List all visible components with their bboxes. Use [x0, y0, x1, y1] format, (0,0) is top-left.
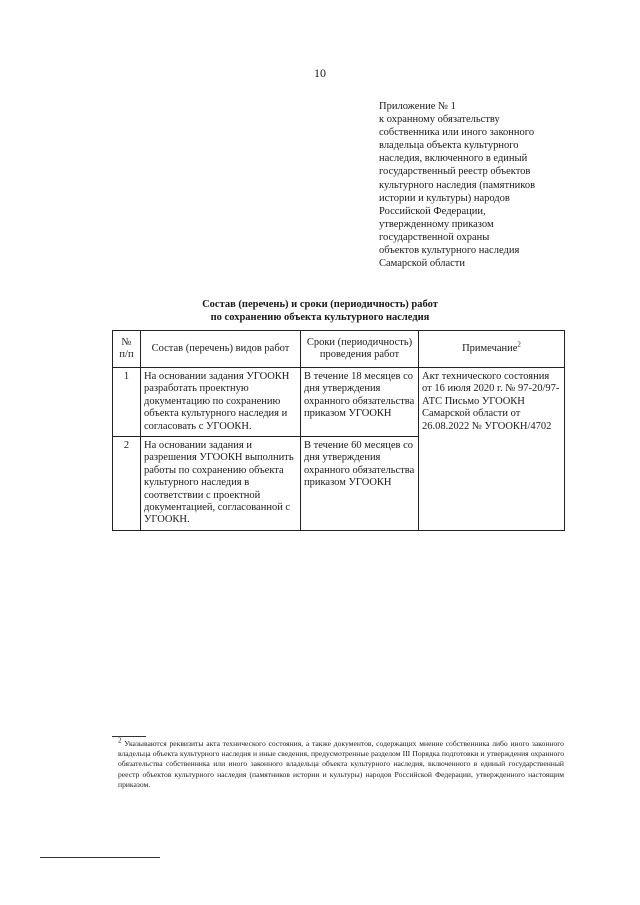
- appendix-line: Российской Федерации,: [379, 205, 486, 217]
- appendix-line: государственной охраны: [379, 231, 490, 243]
- appendix-header: [379, 100, 579, 270]
- appendix-line: объектов культурного наследия: [379, 245, 520, 257]
- appendix-line: Самарской области: [379, 258, 465, 270]
- header-note-footnote-mark: 2: [517, 340, 521, 349]
- works-table: [112, 330, 565, 531]
- appendix-line: Приложение № 1: [379, 101, 456, 112]
- appendix-line: к охранному обязательству: [379, 114, 500, 126]
- appendix-line: истории и культуры) народов: [379, 192, 510, 204]
- table-row: [113, 368, 565, 437]
- row-num: 1: [113, 368, 141, 437]
- header-work: Состав (перечень) видов работ: [141, 331, 301, 368]
- header-period: Сроки (периодичность) проведения работ: [301, 331, 419, 368]
- appendix-line: культурного наследия (памятников: [379, 179, 536, 191]
- footnote-text: Указываются реквизиты акта технического состояния, а также документов, содержащих мнение собственника либо иного законного владельца объекта культурного наследия и иные сведения, предусмотренные разделом III Порядка подготовки и утверждения охранного обязательства собственника или иного законного владельца объекта культурного наследия, включенного в единый государственный реестр объектов культурного наследия (памятников истории и культуры) народов Российской Федерации, утвержденного настоящим приказом.: [118, 739, 564, 789]
- row-period: В течение 18 месяцев со дня утверждения охранного обязательства приказом УГООКН: [301, 368, 419, 437]
- bottom-divider: [40, 857, 160, 858]
- appendix-line: государственный реестр объектов: [379, 166, 531, 178]
- row-work: На основании задания УГООКН разработать проектную документацию по сохранению объекта культурного наследия и согласовать с УГООКН.: [141, 368, 301, 437]
- document-title: [0, 298, 640, 324]
- title-line-2: по сохранению объекта культурного наследия: [210, 312, 430, 323]
- footnote: [118, 736, 564, 790]
- table-header-row: [113, 331, 565, 368]
- header-num: № п/п: [113, 331, 141, 368]
- row-note: Акт технического состояния от 16 июля 2020 г. № 97-20/97-АТС Письмо УГООКН Самарской области от 26.08.2022 № УГООКН/4702: [419, 368, 565, 531]
- page-number: 10: [314, 66, 326, 80]
- header-note: [419, 331, 565, 368]
- appendix-line: собственника или иного законного: [379, 127, 535, 139]
- appendix-line: утвержденному приказом: [379, 218, 494, 230]
- row-period: В течение 60 месяцев со дня утверждения охранного обязательства приказом УГООКН: [301, 437, 419, 531]
- title-line-1: Состав (перечень) и сроки (периодичность) работ: [202, 299, 438, 310]
- row-num: 2: [113, 437, 141, 531]
- appendix-line: владельца объекта культурного: [379, 140, 519, 152]
- appendix-line: наследия, включенного в единый: [379, 153, 528, 165]
- row-work: На основании задания и разрешения УГООКН выполнить работы по сохранению объекта культурного наследия в соответствии с проектной документацией, согласованной с УГООКН.: [141, 437, 301, 531]
- footnote-mark: 2: [118, 736, 122, 745]
- header-note-label: Примечание: [462, 342, 518, 354]
